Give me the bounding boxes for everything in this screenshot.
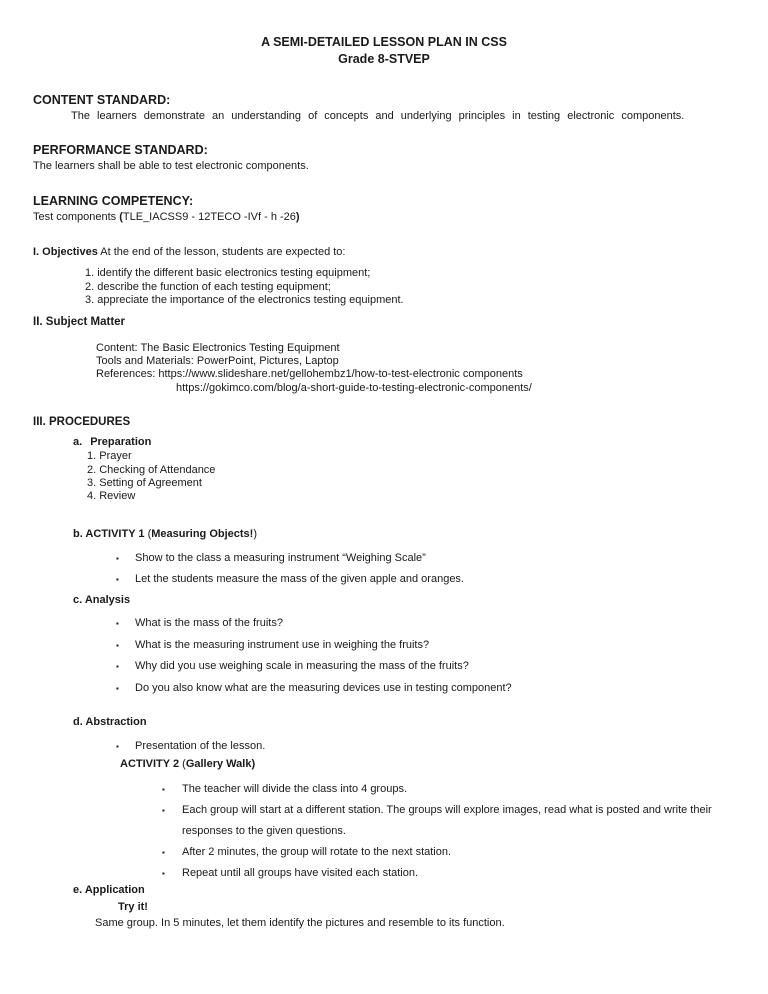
bullet-item xyxy=(116,678,768,700)
competency-paren-open: ( xyxy=(119,211,123,224)
content-standard-section xyxy=(0,93,768,123)
bullet-item xyxy=(116,736,768,758)
activity1-label: b. ACTIVITY 1 xyxy=(73,528,145,541)
bullet-square-icon: ▪ xyxy=(116,575,119,585)
bullet-square-icon: ▪ xyxy=(116,741,119,751)
bullet-square-icon: ▪ xyxy=(116,640,119,650)
objectives-section xyxy=(0,246,768,307)
subject-matter-tools: Tools and Materials: PowerPoint, Pictures, Laptop xyxy=(96,355,339,368)
procedures-heading: III. PROCEDURES xyxy=(33,415,131,428)
subject-matter-reference-1: References: https://www.slideshare.net/gellohembz1/how-to-test-electronic components xyxy=(96,368,523,381)
activity2-name: Gallery Walk xyxy=(185,758,252,771)
bullet-text: Each group will start at a different station. The groups will explore images, read what is posted and write their responses to the given questions. xyxy=(182,803,712,837)
analysis-bullet-list xyxy=(0,613,768,699)
competency-code: TLE_IACSS9 - 12TECO -IVf - h -26 xyxy=(122,211,296,224)
bullet-text: Presentation of the lesson. xyxy=(135,739,266,752)
learning-competency-section xyxy=(0,194,768,224)
competency-paren-close: ) xyxy=(295,211,300,224)
abstraction-bullet-list xyxy=(0,736,768,758)
activity2-bullet-list xyxy=(0,779,768,884)
subject-matter-details xyxy=(96,342,768,395)
bullet-text: What is the measuring instrument use in weighing the fruits? xyxy=(135,638,430,651)
bullet-square-icon: ▪ xyxy=(116,662,119,672)
activity2-paren-open: ( xyxy=(179,758,186,771)
objectives-intro: At the end of the lesson, students are expected to: xyxy=(97,246,346,259)
preparation-item: 1. Prayer xyxy=(87,450,132,463)
procedures-section xyxy=(0,416,768,930)
content-standard-body: The learners demonstrate an understanding of concepts and underlying principles in testing electronic components. xyxy=(71,110,685,122)
bullet-item xyxy=(162,842,768,863)
objectives-intro-line xyxy=(33,246,768,259)
document-subtitle: Grade 8-STVEP xyxy=(338,52,430,66)
bullet-text: Why did you use weighing scale in measuring the mass of the fruits? xyxy=(135,660,469,673)
preparation-item: 2. Checking of Attendance xyxy=(87,463,216,476)
bullet-item xyxy=(162,863,768,884)
performance-standard-section xyxy=(0,143,768,173)
preparation-label: a. xyxy=(73,435,83,448)
bullet-square-icon: ▪ xyxy=(116,683,119,693)
preparation-item: 4. Review xyxy=(87,489,136,502)
learning-competency-heading: LEARNING COMPETENCY: xyxy=(33,194,194,209)
activity1-name: Measuring Objects! xyxy=(151,528,254,541)
activity1-paren-close: ) xyxy=(253,528,257,541)
content-standard-heading: CONTENT STANDARD: xyxy=(33,93,171,107)
bullet-square-icon: ▪ xyxy=(116,553,119,563)
document-title: A SEMI-DETAILED LESSON PLAN IN CSS xyxy=(261,35,507,49)
application-subheading: Try it! xyxy=(118,901,148,914)
performance-standard-heading: PERFORMANCE STANDARD: xyxy=(33,143,208,158)
activity2-paren-close: ) xyxy=(251,758,256,771)
objective-item: 3. appreciate the importance of the electronics testing equipment. xyxy=(85,293,404,306)
bullet-text: Do you also know what are the measuring devices use in testing component? xyxy=(135,681,512,694)
bullet-item xyxy=(162,779,768,800)
objectives-list xyxy=(85,267,768,307)
activity2-label: ACTIVITY 2 xyxy=(120,758,180,771)
bullet-text: What is the mass of the fruits? xyxy=(135,617,283,630)
bullet-text: After 2 minutes, the group will rotate to the next station. xyxy=(182,845,452,858)
activity2-heading xyxy=(120,758,768,772)
performance-standard-body: The learners shall be able to test electronic components. xyxy=(33,160,309,173)
preparation-item: 3. Setting of Agreement xyxy=(87,476,202,489)
preparation-list xyxy=(87,450,768,503)
bullet-text: Show to the class a measuring instrument “Weighing Scale” xyxy=(135,551,426,564)
preparation-heading xyxy=(73,436,768,450)
activity1-paren-open: ( xyxy=(144,528,152,541)
application-body: Same group. In 5 minutes, let them identify the pictures and resemble to its function. xyxy=(95,916,505,929)
activity1-heading xyxy=(73,528,768,542)
objective-item: 2. describe the function of each testing equipment; xyxy=(85,280,331,293)
bullet-text: Repeat until all groups have visited each station. xyxy=(182,866,419,879)
bullet-item xyxy=(116,613,768,635)
activity1-bullet-list xyxy=(0,548,768,591)
bullet-square-icon: ▪ xyxy=(162,784,165,794)
bullet-item xyxy=(116,656,768,678)
bullet-square-icon: ▪ xyxy=(162,847,165,857)
bullet-text: Let the students measure the mass of the given apple and oranges. xyxy=(135,573,464,586)
subject-matter-content: Content: The Basic Electronics Testing Equipment xyxy=(96,342,340,355)
bullet-square-icon: ▪ xyxy=(116,619,119,629)
bullet-item xyxy=(162,800,768,842)
objectives-heading: I. Objectives xyxy=(33,246,98,259)
abstraction-heading: d. Abstraction xyxy=(73,716,147,729)
bullet-item xyxy=(116,569,768,591)
subject-matter-heading: II. Subject Matter xyxy=(33,316,126,329)
bullet-item xyxy=(116,635,768,657)
subject-matter-section xyxy=(0,316,768,395)
objective-item: 1. identify the different basic electronics testing equipment; xyxy=(85,267,371,280)
competency-text: Test components xyxy=(33,211,120,224)
subject-matter-reference-2: https://gokimco.com/blog/a-short-guide-to-testing-electronic-components/ xyxy=(176,381,532,394)
preparation-title: Preparation xyxy=(90,435,152,448)
document-title-block xyxy=(0,34,768,68)
application-heading: e. Application xyxy=(73,883,145,896)
bullet-text: The teacher will divide the class into 4 groups. xyxy=(182,782,408,795)
bullet-square-icon: ▪ xyxy=(162,805,165,815)
analysis-heading: c. Analysis xyxy=(73,593,131,606)
bullet-item xyxy=(116,548,768,570)
bullet-square-icon: ▪ xyxy=(162,868,165,878)
learning-competency-body xyxy=(33,211,768,224)
